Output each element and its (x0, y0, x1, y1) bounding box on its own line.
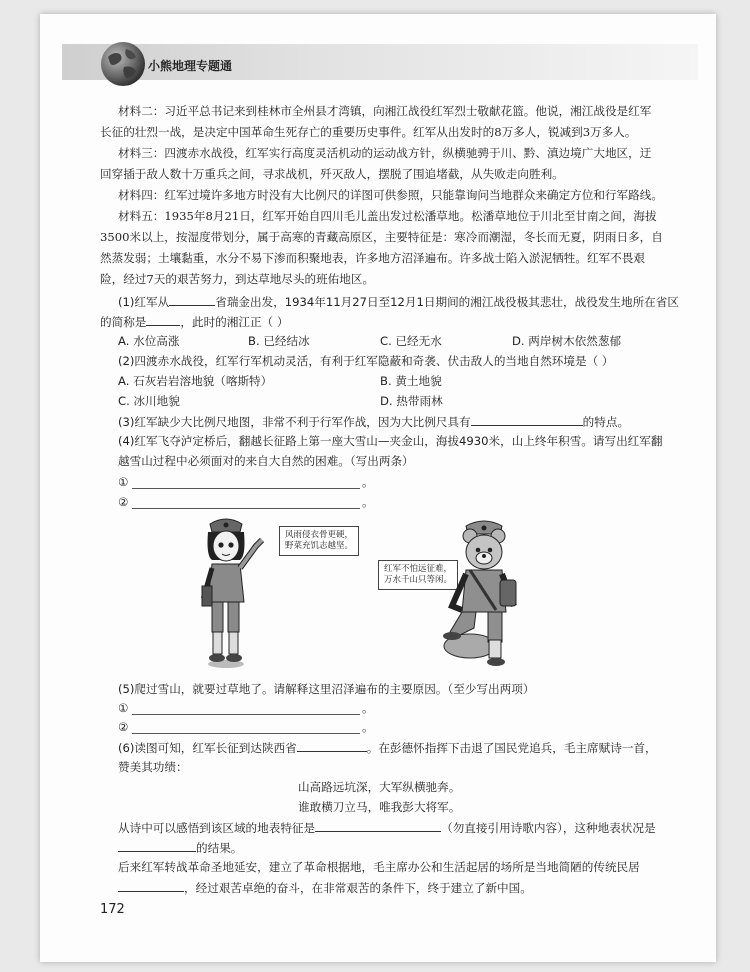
bear-soldier-illustration (440, 520, 532, 670)
q6-blank-place[interactable] (297, 739, 367, 752)
q3-text-b: 的特点。 (582, 415, 630, 429)
q3-text-a: (3)红军缺少大比例尺地图，非常不利于行军作战，因为大比例尺具有 (118, 415, 471, 429)
material-5-line-2: 3500米以上，按湿度带划分，属于高寒的青藏高原区，主要特征是：寒冷而潮湿，冬长而无夏，阴雨日多，自 (100, 230, 663, 244)
bubble-left-line-1: 风雨侵衣骨更硬， (285, 530, 354, 540)
bubble-right-line-1: 红军不怕远征难， (384, 564, 453, 574)
bubble-right-line-2: 万水千山只等闲。 (384, 575, 453, 585)
q1-text-b: 省瑞金出发，1934年11月27日至12月1日期间的湘江战役极其悲壮，战役发生地所在省区 (215, 295, 679, 309)
q6-text-d: 从诗中可以感悟到该区域的地表特征是 (118, 821, 316, 835)
q1-text-a: (1)红军从 (118, 295, 170, 309)
q1-blank-province[interactable] (169, 293, 215, 306)
q5-marker-2: ② (118, 720, 129, 734)
q3-blank[interactable] (471, 413, 583, 426)
q2-option-c[interactable]: C. 冰川地貌 (118, 394, 180, 408)
question-3 (118, 413, 629, 430)
q1-option-d[interactable]: D. 两岸树木依然葱郁 (512, 334, 622, 348)
q5-marker-1: ① (118, 701, 129, 715)
question-6-line-2: 赞美其功绩： (118, 760, 188, 774)
question-4-line-2: 越雪山过程中必须面对的来自大自然的困难。（写出两条） (118, 454, 414, 468)
q1-option-a[interactable]: A. 水位高涨 (118, 334, 180, 348)
q2-option-d[interactable]: D. 热带雨林 (380, 394, 443, 408)
material-3-line-2: 回穿插于敌人数十万重兵之间，寻求战机，歼灭敌人，摆脱了围追堵截，从失败走向胜利。 (100, 167, 564, 181)
material-2-line-1: 材料二：习近平总书记来到桂林市全州县才湾镇，向湘江战役红军烈士敬献花篮。他说，湘江战役是红军 (118, 104, 652, 118)
q1-text-d: ，此时的湘江正（ ） (180, 315, 289, 329)
q4-end-2: 。 (362, 495, 374, 509)
material-4-line-1: 材料四：红军过境许多地方时没有大比例尺的详图可供参照，只能靠询问当地群众来确定方位和行军路线。 (118, 188, 663, 202)
q1-option-b[interactable]: B. 已经结冰 (248, 334, 310, 348)
page-number: 172 (100, 902, 125, 917)
material-5-line-4: 险，经过7天的艰苦努力，到达草地尽头的班佑地区。 (100, 272, 375, 286)
question-6-line-3 (118, 819, 656, 836)
question-1-line-1 (118, 293, 679, 310)
q4-end-1: 。 (362, 475, 374, 489)
q4-answer-line-2[interactable] (132, 508, 360, 509)
q6-text-h: ，经过艰苦卓绝的奋斗，在非常艰苦的条件下，终于建立了新中国。 (184, 881, 532, 895)
q5-answer-line-1[interactable] (132, 714, 360, 715)
q6-blank-cause[interactable] (118, 839, 196, 852)
q6-text-f: 的结果。 (196, 841, 243, 855)
header-title: 小熊地理专题通 (148, 59, 233, 73)
red-army-girl-illustration (196, 516, 278, 670)
q6-blank-dwelling[interactable] (118, 879, 184, 892)
question-1-line-2 (100, 313, 288, 330)
question-6-line-5: 后来红军转战革命圣地延安，建立了革命根据地，毛主席办公和生活起居的场所是当地简陋的传统民居 (118, 860, 640, 874)
material-2-line-2: 长征的壮烈一战，是决定中国革命生死存亡的重要历史事件。红军从出发时的8万多人，锐减到3万多人。 (100, 125, 637, 139)
material-5-line-3: 然蒸发弱；土壤黏重，水分不易下渗而积聚地表，许多地方沼泽遍布。许多战士陷入淤泥牺牲。红军不畏艰 (100, 251, 645, 265)
q2-option-a[interactable]: A. 石灰岩岩溶地貌（喀斯特） (118, 374, 273, 388)
speech-bubble-left (279, 526, 359, 556)
material-3-line-1: 材料三：四渡赤水战役，红军实行高度灵活机动的运动战方针，纵横驰骋于川、黔、滇边境广大地区，迂 (118, 146, 652, 160)
poem-line-2: 谁敢横刀立马，唯我彭大将军。 (298, 800, 461, 814)
question-4-line-1: (4)红军飞夺泸定桥后，翻越长征路上第一座大雪山—夹金山，海拔4930米，山上终年积雪。请写出红军翻 (118, 434, 663, 448)
q4-answer-line-1[interactable] (132, 488, 360, 489)
q4-marker-2: ② (118, 495, 129, 509)
q5-end-1: 。 (362, 701, 374, 715)
question-5-stem: (5)爬过雪山，就要过草地了。请解释这里沼泽遍布的主要原因。（至少写出两项） (118, 682, 535, 696)
q4-marker-1: ① (118, 475, 129, 489)
q5-end-2: 。 (362, 720, 374, 734)
q5-answer-line-2[interactable] (132, 733, 360, 734)
material-5-line-1: 材料五：1935年8月21日，红军开始自四川毛儿盖出发过松潘草地。松潘草地位于川北至甘南之间，海拔 (118, 209, 657, 223)
q1-blank-abbr[interactable] (146, 313, 180, 326)
question-2-stem: (2)四渡赤水战役，红军行军机动灵活，有利于红军隐蔽和奇袭、伏击敌人的当地自然环境是（ ） (118, 354, 614, 368)
q1-option-c[interactable]: C. 已经无水 (380, 334, 442, 348)
q6-text-a: (6)读图可知，红军长征到达陕西省 (118, 741, 297, 755)
globe-icon (100, 41, 146, 87)
question-6-line-4 (118, 839, 242, 856)
question-6-line-1 (118, 739, 657, 756)
question-6-line-6 (118, 879, 532, 896)
poem-line-1: 山高路远坑深，大军纵横驰奔。 (298, 780, 461, 794)
q1-text-c: 的简称是 (100, 315, 147, 329)
q6-text-b: 。在彭德怀指挥下击退了国民党追兵，毛主席赋诗一首， (366, 741, 657, 755)
q6-text-e: （勿直接引用诗歌内容），这种地表状况是 (441, 821, 656, 835)
q6-blank-feature[interactable] (315, 819, 441, 832)
q2-option-b[interactable]: B. 黄土地貌 (380, 374, 442, 388)
bubble-left-line-2: 野菜充饥志越坚。 (285, 541, 354, 551)
